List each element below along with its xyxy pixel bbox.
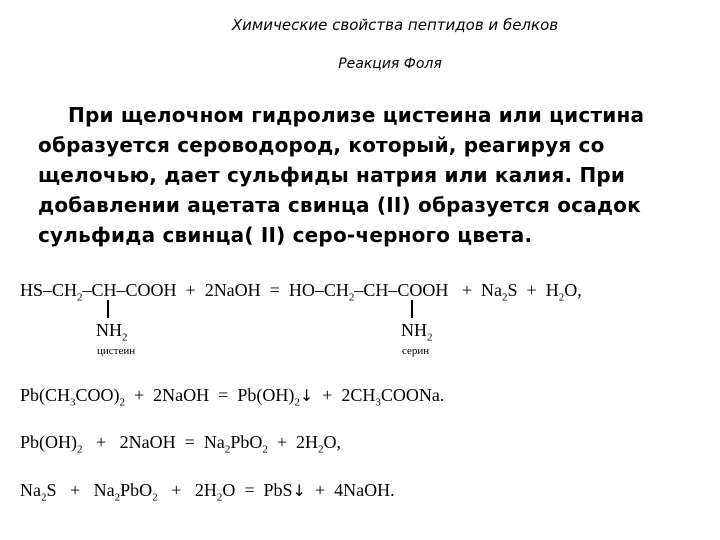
plus-sign: + — [185, 280, 196, 300]
equals-sign: = — [184, 432, 195, 452]
formula-sodium-plumbite: $Na_2PbO_2$ — [93, 480, 158, 504]
bond-line-left — [107, 300, 109, 318]
formula-na2s: $Na_2S$ — [481, 280, 518, 304]
amino-group-left: $NH_2$ — [96, 320, 128, 344]
plus-sign: + — [134, 385, 145, 405]
formula-lead-sulfide: PbS — [263, 480, 293, 500]
formula-cysteine: $HS-CH_2-CH$–COOH — [20, 280, 177, 304]
formula-water: $2H_2O$, — [295, 432, 341, 456]
formula-naoh: 2NaOH — [153, 385, 210, 405]
formula-water: $H_2O$, — [545, 280, 582, 304]
plus-sign: + — [322, 385, 333, 405]
plus-sign: + — [96, 432, 107, 452]
formula-na2s: $Na_2S$ — [20, 480, 57, 504]
label-serine: серин — [402, 345, 430, 357]
reaction-lead-hydroxide — [20, 432, 341, 456]
period: . — [439, 385, 445, 405]
precipitate-arrow-icon: ↓ — [292, 481, 306, 500]
formula-lead-acetate: $Pb(CH_3COO)_2$ — [20, 385, 126, 409]
formula-naoh: 2NaOH — [204, 280, 261, 300]
plus-sign: + — [461, 280, 473, 300]
reaction-lead-sulfide — [20, 480, 395, 504]
equals-sign: = — [269, 280, 280, 300]
precipitate-arrow-icon: ↓ — [299, 386, 314, 405]
body-paragraph: При щелочном гидролизе цистеина или цистина образуется сероводород, который, реагируя со щелочью, дает сульфиды натрия или калия. При добавлении ацетата свинца (II) образуется осадок сульфида свинца( II) серо-черного цвета. — [38, 103, 645, 247]
equals-sign: = — [218, 385, 229, 405]
plus-sign: + — [314, 480, 326, 500]
equals-sign: = — [244, 480, 255, 500]
plus-sign: + — [70, 480, 81, 500]
bond-line-right — [411, 300, 413, 318]
formula-sodium-plumbite: $Na_2PbO_2$ — [203, 432, 268, 456]
formula-lead-hydroxide: $Pb(OH)_2$ — [237, 385, 300, 409]
header-title: Химические свойства пептидов и белков — [231, 16, 559, 34]
formula-serine: $HO-CH_2-CH$–COOH — [288, 280, 449, 304]
formula-lead-hydroxide: $Pb(OH)_2$ — [20, 432, 83, 456]
plus-sign: + — [171, 480, 182, 500]
section-title: Реакция Фоля — [338, 56, 442, 72]
plus-sign: + — [526, 280, 537, 300]
reaction-cysteine-hydrolysis — [20, 280, 582, 304]
reaction-lead-acetate — [20, 385, 444, 409]
amino-group-right: $NH_2$ — [401, 320, 433, 344]
plus-sign: + — [276, 432, 287, 452]
formula-sodium-acetate: $2CH_3COONa$ — [341, 385, 440, 409]
formula-water: $2H_2O$ — [194, 480, 236, 504]
label-cysteine: цистеин — [97, 345, 136, 357]
formula-naoh: 4NaOH. — [334, 480, 395, 500]
formula-naoh: 2NaOH — [119, 432, 176, 452]
